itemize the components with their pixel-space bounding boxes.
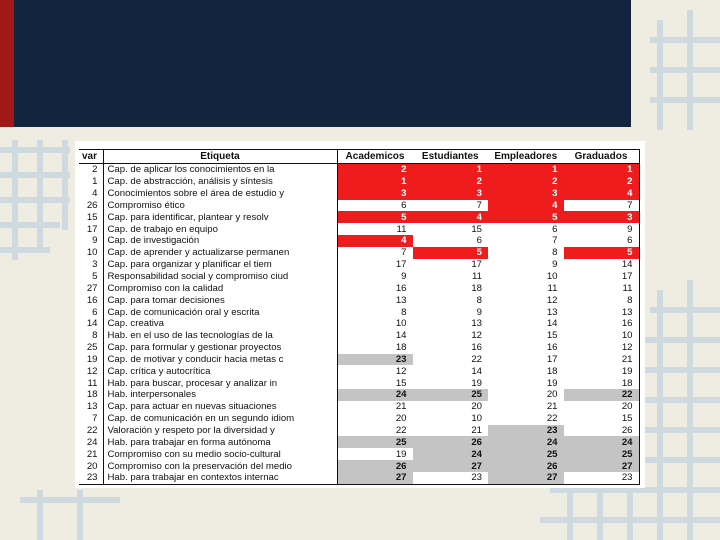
cell-graduados: 4: [564, 188, 640, 200]
header-estudiantes: Estudiantes: [413, 150, 489, 164]
cell-empleadores: 6: [552, 223, 558, 235]
cell-empleadores: 22: [546, 413, 558, 425]
cell-estudiantes: 1: [413, 164, 489, 176]
cell-estudiantes: 14: [471, 365, 482, 377]
row-var: 1: [92, 176, 98, 188]
row-var: 23: [79, 472, 103, 484]
cell-academicos: 27: [337, 472, 413, 484]
row-var: 10: [86, 247, 98, 259]
row-var: 25: [86, 342, 98, 354]
cell-estudiantes: 9: [476, 306, 482, 318]
cell-graduados: 21: [564, 354, 640, 366]
cell-empleadores: 8: [552, 247, 558, 259]
row-label: Cap. para actuar en nuevas situaciones: [103, 401, 337, 413]
table-row: [79, 413, 639, 425]
cell-empleadores: 20: [546, 389, 558, 401]
table-row: [79, 436, 639, 448]
row-var: 24: [86, 436, 98, 448]
cell-academicos: 10: [395, 318, 407, 330]
row-var: 4: [92, 188, 98, 200]
row-var: 5: [92, 271, 98, 283]
cell-academicos: 26: [337, 460, 413, 472]
cell-graduados: 17: [564, 271, 640, 283]
row-var: 18: [86, 389, 98, 401]
row-var: 26: [86, 199, 98, 211]
cell-graduados: 12: [564, 342, 640, 354]
row-var: 6: [92, 306, 98, 318]
row-var: 7: [92, 413, 98, 425]
row-label: Cap. de abstracción, análisis y síntesis: [103, 176, 337, 188]
table-row: [79, 377, 639, 389]
cell-academicos: 2: [337, 164, 413, 176]
row-label: Cap. de aplicar los conocimientos en la: [103, 164, 337, 176]
cell-estudiantes: 18: [471, 282, 482, 294]
cell-academicos: 19: [395, 448, 407, 460]
cell-empleadores: 11: [547, 282, 558, 294]
table-row: [79, 448, 639, 460]
table-row: [79, 247, 639, 259]
cell-empleadores: 16: [546, 342, 558, 354]
table-row: [79, 259, 639, 271]
cell-academicos: 20: [395, 413, 407, 425]
cell-empleadores: 13: [546, 306, 558, 318]
cell-estudiantes: 4: [413, 211, 489, 223]
row-label: Responsabilidad social y compromiso ciud: [103, 271, 337, 283]
cell-estudiantes: 24: [413, 448, 489, 460]
cell-graduados: 26: [564, 425, 640, 437]
table-row: [79, 271, 639, 283]
cell-estudiantes: 10: [471, 413, 482, 425]
cell-estudiantes: 7: [476, 199, 482, 211]
header-etiqueta: Etiqueta: [103, 150, 337, 164]
cell-graduados: 7: [564, 200, 640, 212]
table-row: [79, 211, 639, 223]
table-row: [79, 164, 639, 176]
row-var: 14: [86, 318, 98, 330]
table-row: [79, 389, 639, 401]
table-row: [79, 472, 639, 484]
header-empleadores: Empleadores: [488, 150, 564, 164]
cell-estudiantes: 6: [476, 235, 482, 247]
cell-estudiantes: 27: [413, 460, 489, 472]
cell-empleadores: 26: [488, 460, 564, 472]
cell-academicos: 21: [395, 401, 407, 413]
cell-graduados: 13: [564, 306, 640, 318]
row-label: Conocimientos sobre el área de estudio y: [103, 188, 337, 200]
table-row: [79, 294, 639, 306]
cell-academicos: 3: [337, 188, 413, 200]
table-row: [79, 306, 639, 318]
table-row: [79, 365, 639, 377]
row-label: Cap. de trabajo en equipo: [103, 223, 337, 235]
cell-academicos: 23: [337, 354, 413, 366]
header-academicos: Academicos: [337, 150, 413, 164]
cell-estudiantes: 16: [471, 342, 482, 354]
cell-graduados: 25: [564, 448, 640, 460]
row-label: Compromiso ético: [103, 200, 337, 212]
header-graduados: Graduados: [564, 150, 640, 164]
row-var: 3: [92, 259, 98, 271]
table-row: [79, 460, 639, 472]
cell-academicos: 17: [395, 259, 407, 271]
cell-empleadores: 14: [546, 318, 558, 330]
row-label: Cap. de comunicación oral y escrita: [103, 306, 337, 318]
cell-estudiantes: 12: [471, 330, 482, 342]
row-label: Hab. para buscar, procesar y analizar in: [103, 377, 337, 389]
cell-empleadores: 4: [488, 200, 564, 212]
row-label: Hab. en el uso de las tecnologías de la: [103, 330, 337, 342]
cell-academicos: 7: [401, 247, 407, 259]
cell-estudiantes: 21: [471, 424, 482, 436]
cell-empleadores: 12: [546, 294, 558, 306]
row-label: Cap. de comunicación en un segundo idiom: [103, 413, 337, 425]
row-var: 9: [92, 235, 98, 247]
cell-graduados: 8: [564, 294, 640, 306]
row-var: 19: [86, 353, 98, 365]
row-label: Cap. de aprender y actualizarse permanen: [103, 247, 337, 259]
table-row: [79, 176, 639, 188]
cell-empleadores: 18: [546, 365, 558, 377]
cell-empleadores: 9: [552, 259, 558, 271]
cell-estudiantes: 25: [413, 389, 489, 401]
cell-academicos: 13: [395, 294, 407, 306]
cell-graduados: 5: [564, 247, 640, 259]
cell-estudiantes: 22: [471, 353, 482, 365]
competencies-ranking-table: [79, 149, 640, 485]
cell-academicos: 25: [337, 436, 413, 448]
cell-graduados: 20: [564, 401, 640, 413]
row-label: Cap. para formular y gestionar proyectos: [103, 342, 337, 354]
row-var: 27: [86, 282, 98, 294]
header-band: [0, 0, 631, 127]
table-header-row: [79, 150, 639, 164]
cell-estudiantes: 8: [476, 294, 482, 306]
row-label: Compromiso con la calidad: [103, 282, 337, 294]
row-label: Valoración y respeto por la diversidad y: [103, 425, 337, 437]
row-var: 13: [86, 401, 98, 413]
cell-graduados: 14: [564, 259, 640, 271]
table-row: [79, 282, 639, 294]
row-var: 12: [86, 365, 98, 377]
cell-graduados: 18: [564, 377, 640, 389]
row-var: 22: [86, 424, 98, 436]
cell-estudiantes: 15: [471, 223, 482, 235]
cell-empleadores: 19: [546, 377, 558, 389]
row-var: 16: [86, 294, 98, 306]
cell-graduados: 22: [564, 389, 640, 401]
header-var: var: [79, 150, 103, 164]
cell-estudiantes: 13: [471, 318, 482, 330]
table-row: [79, 330, 639, 342]
table-row: [79, 354, 639, 366]
cell-academicos: 6: [401, 199, 407, 211]
row-var: 8: [92, 330, 98, 342]
cell-academicos: 1: [337, 176, 413, 188]
cell-graduados: 3: [564, 211, 640, 223]
cell-empleadores: 15: [546, 330, 558, 342]
cell-academicos: 9: [401, 271, 407, 283]
table-row: [79, 342, 639, 354]
table-row: [79, 235, 639, 247]
cell-graduados: 23: [564, 472, 640, 484]
cell-graduados: 15: [564, 413, 640, 425]
cell-graduados: 16: [564, 318, 640, 330]
row-label: Hab. para trabajar en contextos internac: [103, 472, 337, 484]
cell-graduados: 10: [564, 330, 640, 342]
cell-empleadores: 10: [546, 271, 558, 283]
cell-empleadores: 23: [488, 425, 564, 437]
row-label: Cap. para identificar, plantear y resolv: [103, 211, 337, 223]
cell-estudiantes: 19: [471, 377, 482, 389]
row-label: Cap. de motivar y conducir hacia metas c: [103, 354, 337, 366]
cell-empleadores: 1: [488, 164, 564, 176]
cell-estudiantes: 5: [413, 247, 489, 259]
cell-academicos: 8: [401, 306, 407, 318]
row-label: Hab. interpersonales: [103, 389, 337, 401]
header-accent-bar: [0, 0, 14, 127]
row-label: Compromiso con la preservación del medio: [103, 460, 337, 472]
cell-academicos: 22: [395, 424, 407, 436]
table-row: [79, 223, 639, 235]
row-var: 21: [86, 448, 98, 460]
cell-academicos: 18: [395, 342, 407, 354]
cell-empleadores: 17: [546, 353, 558, 365]
cell-graduados: 11: [564, 282, 640, 294]
row-var: 11: [87, 377, 98, 389]
table-card: [75, 141, 645, 488]
cell-estudiantes: 11: [472, 271, 482, 283]
cell-graduados: 24: [564, 436, 640, 448]
cell-empleadores: 21: [546, 401, 558, 413]
cell-estudiantes: 23: [413, 472, 489, 484]
cell-graduados: 6: [564, 235, 640, 247]
cell-estudiantes: 2: [413, 176, 489, 188]
cell-graduados: 9: [564, 223, 640, 235]
cell-academicos: 11: [396, 223, 407, 235]
cell-estudiantes: 26: [413, 436, 489, 448]
cell-empleadores: 25: [488, 448, 564, 460]
cell-academicos: 16: [395, 282, 407, 294]
cell-graduados: 1: [564, 164, 640, 176]
cell-empleadores: 27: [488, 472, 564, 484]
cell-academicos: 14: [395, 330, 407, 342]
row-label: Cap. para tomar decisiones: [103, 294, 337, 306]
cell-academicos: 12: [395, 365, 407, 377]
row-var: 2: [92, 164, 98, 176]
table-row: [79, 318, 639, 330]
cell-empleadores: 24: [488, 436, 564, 448]
cell-empleadores: 5: [488, 211, 564, 223]
cell-estudiantes: 3: [413, 188, 489, 200]
cell-academicos: 5: [337, 211, 413, 223]
cell-academicos: 15: [395, 377, 407, 389]
cell-graduados: 2: [564, 176, 640, 188]
cell-estudiantes: 17: [471, 259, 482, 271]
cell-empleadores: 3: [488, 188, 564, 200]
cell-graduados: 27: [564, 460, 640, 472]
cell-empleadores: 2: [488, 176, 564, 188]
table-row: [79, 188, 639, 200]
cell-estudiantes: 20: [471, 401, 482, 413]
cell-academicos: 24: [337, 389, 413, 401]
table-row: [79, 200, 639, 212]
row-var: 20: [86, 460, 98, 472]
row-label: Cap. para organizar y planificar el tiem: [103, 259, 337, 271]
row-var: 17: [86, 223, 98, 235]
table-row: [79, 425, 639, 437]
cell-graduados: 19: [564, 365, 640, 377]
table-row: [79, 401, 639, 413]
cell-academicos: 4: [337, 235, 413, 247]
row-label: Cap. crítica y autocrítica: [103, 365, 337, 377]
row-label: Compromiso con su medio socio-cultural: [103, 448, 337, 460]
row-label: Cap. de investigación: [103, 235, 337, 247]
row-label: Cap. creativa: [103, 318, 337, 330]
cell-empleadores: 7: [552, 235, 558, 247]
row-label: Hab. para trabajar en forma autónoma: [103, 436, 337, 448]
row-var: 15: [86, 211, 98, 223]
